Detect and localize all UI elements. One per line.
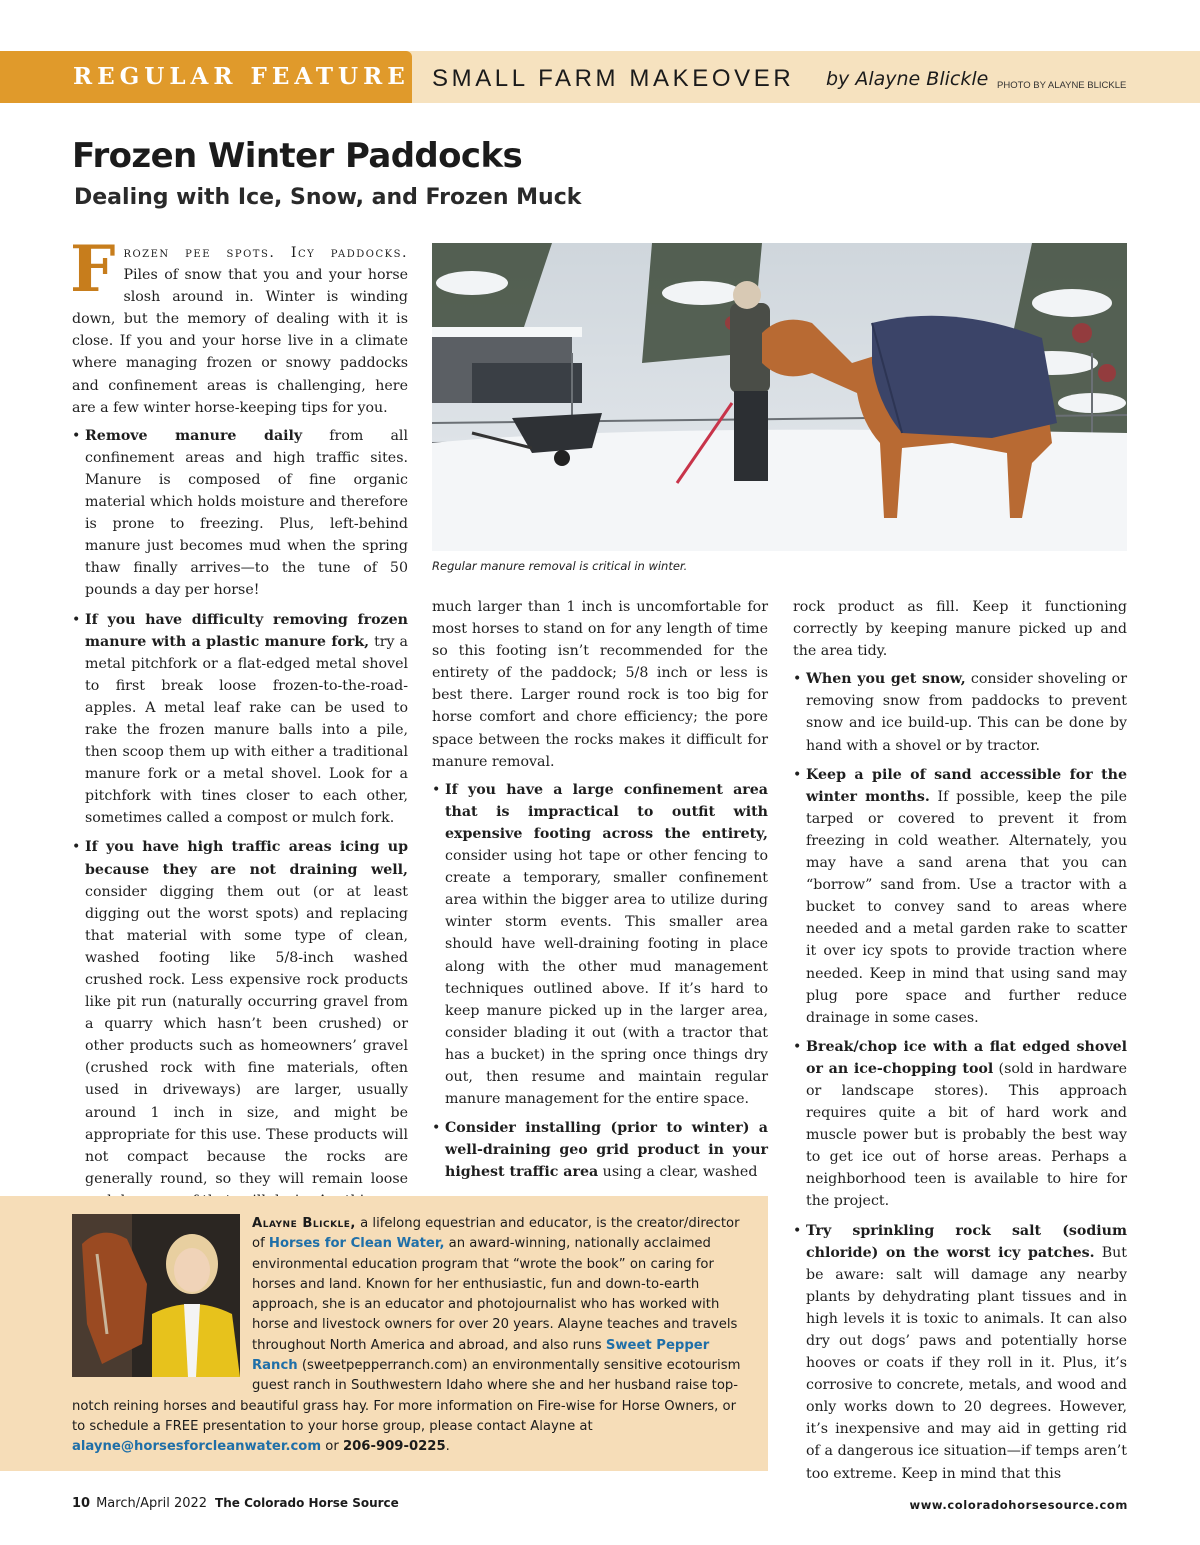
bullet-bold: When you get snow, (806, 671, 966, 688)
bio-photo-spacer (72, 1214, 252, 1389)
bullet-item (793, 1220, 1127, 1485)
bullet-text: If possible, keep the pile tarped or covered to prevent it from freezing in cold weather. Alternately, you may have a sand arena that you can “borrow” sand from. Use a tractor with a bucket to convey sand to areas where needed and a metal garden rake to scatter it over icy spots to provide traction where needed. Keep in mind that using sand may plug pore space and further reduce drainage in some cases. (806, 788, 1127, 1026)
article-title: Frozen Winter Paddocks (72, 136, 523, 176)
bullet-text: consider digging them out (or at least digging out the worst spots) and replacing that material with some type of clean, washed footing like 5/8-inch washed crushed rock. Less expensive rock products like pit run (naturally occurring gravel from a quarry which hasn’t been crushed) or other products such as homeowners’ gravel (crushed rock with fine materials, often used in driveways) are larger, usually around 1 inch in size, and might be appropriate for this use. These products will not compact because the rocks are generally round, so they will remain loose (85, 883, 408, 1187)
bullet-bold: Consider installing (prior to winter) a well-draining geo grid product in your highest traffic area (445, 1120, 768, 1181)
section-title: SMALL FARM MAKEOVER (432, 65, 795, 92)
author-bio-text (72, 1214, 750, 1458)
drop-cap: F (70, 232, 116, 307)
column-2 (432, 596, 768, 1186)
bullet-bold: If you have high traffic areas icing up because they are not draining well, (85, 839, 408, 878)
photo-credit: PHOTO BY ALAYNE BLICKLE (997, 80, 1127, 91)
bio-text-4: or (321, 1439, 343, 1455)
bio-text-3: (sweetpepperranch.com) an environmentally sensitive ecotourism guest ranch in Southwestern Idaho where she and her husband raise top-notch reining horses and beautiful grass hay. For more information on Fire-wise for Horse Owners, or to schedule a FREE presentation to your horse group, please contact Alayne at (72, 1358, 741, 1434)
bullet-text: (sold in hardware or landscape stores). This approach requires quite a bit of hard work and muscle power but is probably the best way to get ice out of horse areas. Perhaps a neighborhood teen is available to hire for the project. (806, 1060, 1127, 1210)
bullet-text: try a metal pitchfork or a flat-edged metal shovel to first break loose frozen-to-the-road-apples. A metal leaf rake can be used to rake the frozen manure balls into a pile, then scoop them up with either a traditional manure fork or a metal shovel. Look for a pitchfork with tines closer to each other, sometimes called a compost or mulch fork. (85, 633, 408, 827)
page-number: 10 (72, 1496, 91, 1511)
lead-smallcaps: rozen pee spots. Icy paddocks. (123, 245, 408, 261)
bio-text-1: a lifelong equestrian and educator, is the creator/director of (252, 1216, 740, 1252)
continued-paragraph: much larger than 1 inch is uncomfortable for most horses to stand on for any length of time so this footing isn’t recommended for the entirety of the paddock; 5/8 inch or less is best there. Larger round rock is too big for horse comfort and chore efficiency; the pore space between the rocks makes it difficult for manure removal. (432, 599, 768, 770)
lead-text: Piles of snow that you and your horse slosh around in. Winter is winding down, but the memory of dealing with it is close. If you and your horse live in a climate where managing frozen or snowy paddocks and confinement areas is challenging, here are a few winter horse-keeping tips for you. (72, 267, 408, 416)
bullet-item (432, 779, 768, 1110)
sweet-pepper-ranch-link[interactable]: Sweet Pepper Ranch (252, 1337, 710, 1374)
winter-paddock-photo (432, 243, 1127, 551)
article-subtitle: Dealing with Ice, Snow, and Frozen Muck (74, 185, 582, 210)
bullet-item (72, 836, 408, 1212)
bullet-bold: Keep a pile of sand accessible for the winter months. (806, 766, 1127, 805)
horses-for-clean-water-link[interactable]: Horses for Clean Water, (268, 1236, 445, 1252)
bullet-item (793, 764, 1127, 1029)
bullet-item (793, 1036, 1127, 1213)
bullet-bold: If you have difficulty removing frozen manure with a plastic manure fork, (85, 611, 408, 650)
column-1 (70, 232, 408, 1188)
continued-paragraph: rock product as fill. Keep it functioning correctly by keeping manure picked up and the area tidy. (793, 599, 1127, 660)
email-link[interactable]: alayne@horsesforcleanwater.com (72, 1439, 322, 1455)
header-band (0, 51, 1200, 103)
bullet-item (72, 425, 408, 602)
lead-paragraph (70, 232, 408, 419)
photo-caption: Regular manure removal is critical in winter. (432, 559, 688, 573)
author-bio-box (0, 1196, 768, 1471)
bullet-text: consider shoveling or removing snow from paddocks to prevent snow and ice build-up. This can be done by hand with a shovel or by tractor. (806, 671, 1127, 754)
bullet-text: But be aware: salt will damage any nearby plants by dehydrating plant tissues and in high levels it is toxic to animals. It can also dry out dogs’ paws and potentially horse hooves or coats if they roll in it. Plus, it’s corrosive to concrete, metals, and wood and only works down to 20 degrees. However, it’s inexpensive and may aid in getting rid of a dangerous ice situation—if temps aren’t too extreme. Keep in mind that this (806, 1244, 1127, 1482)
issue-date: March/April 2022 (96, 1496, 208, 1511)
magazine-name: The Colorado Horse Source (215, 1496, 399, 1510)
byline: by Alayne Blickle (826, 68, 989, 90)
photo-illustration (432, 243, 1127, 551)
bullet-text: using a clear, washed (598, 1164, 758, 1181)
feature-tab-label: REGULAR FEATURE (73, 63, 410, 90)
footer-left (72, 1496, 399, 1511)
phone-number: 206-909-0225 (342, 1439, 446, 1455)
bio-text-2: an award-winning, nationally acclaimed environmental education program that “wrote the book” on caring for horses and land. Known for her enthusiastic, fun and down-to-earth approach, she is an educator and photojournalist who has worked with horse and livestock owners for over 20 years. Alayne teaches and travels throughout North America and abroad, and also runs (252, 1236, 738, 1353)
bullet-item (793, 668, 1127, 756)
bullet-bold: Try sprinkling rock salt (sodium chloride) on the worst icy patches. (806, 1222, 1127, 1261)
website-url[interactable]: www.coloradohorsesource.com (909, 1498, 1128, 1512)
bullet-text: from all confinement areas and high traffic sites. Manure is composed of fine organic material which holds moisture and therefore is prone to freezing. Plus, left-behind manure just becomes mud when the spring thaw finally arrives—to the tune of 50 pounds a day per horse! (85, 427, 408, 599)
bio-text-5: . (445, 1439, 450, 1455)
bullet-bold: Remove manure daily (85, 427, 303, 444)
bullet-text: consider using hot tape or other fencing to create a temporary, smaller confinement area within the bigger area to utilize during winter storm events. This smaller area should have well-draining footing in place along with the other mud management techniques outlined above. If it’s hard to keep manure picked up in the larger area, consider blading it out (with a tractor that has a bucket) in the spring once things dry out, then resume and maintain regular manure management for the entire space. (445, 848, 768, 1108)
column-3 (793, 596, 1127, 1482)
author-name: Alayne Blickle, (252, 1216, 356, 1231)
bullet-bold: If you have a large confinement area that is impractical to outfit with expensive footing across the entirety, (445, 781, 768, 842)
bullet-bold: Break/chop ice with a flat edged shovel or an ice-chopping tool (806, 1038, 1127, 1077)
bullet-item (432, 1117, 768, 1183)
bullet-item (72, 609, 408, 830)
feature-tab (0, 51, 412, 103)
